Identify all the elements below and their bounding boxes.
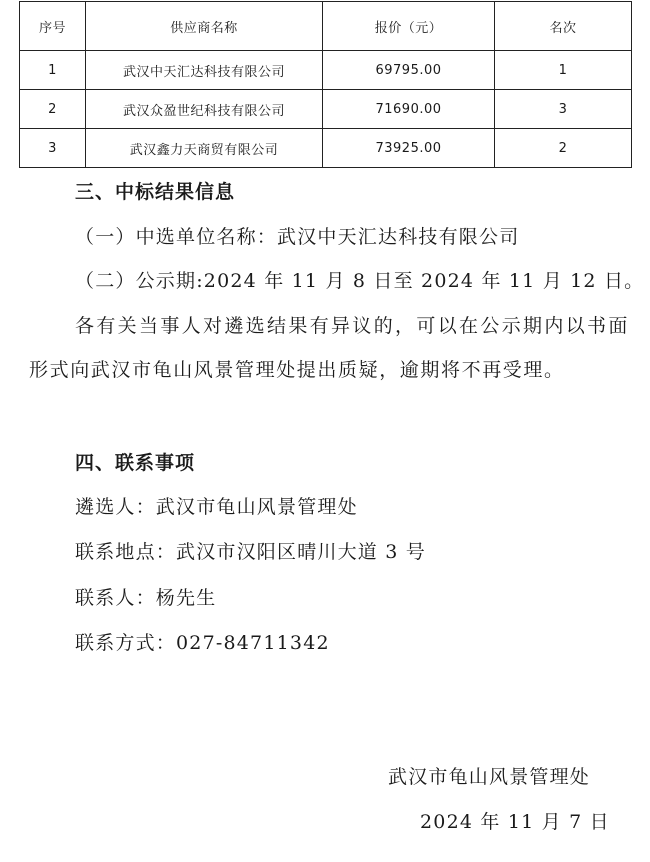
cell-supplier: 武汉众盈世纪科技有限公司 <box>86 90 323 129</box>
header-rank: 名次 <box>495 2 632 51</box>
contact-person-line: 联系人：杨先生 <box>75 587 217 609</box>
cell-rank: 2 <box>495 129 632 168</box>
cell-price: 71690.00 <box>323 90 495 129</box>
cell-index: 3 <box>20 129 86 168</box>
table-row <box>20 129 632 168</box>
selector-line: 遴选人：武汉市龟山风景管理处 <box>75 496 358 518</box>
cell-supplier: 武汉中天汇达科技有限公司 <box>86 51 323 90</box>
footer-organization: 武汉市龟山风景管理处 <box>388 766 591 788</box>
table-row <box>20 90 632 129</box>
cell-price: 73925.00 <box>323 129 495 168</box>
table-header-row <box>20 2 632 51</box>
address-line: 联系地点：武汉市汉阳区晴川大道 3 号 <box>75 541 426 563</box>
contact-method-line: 联系方式：027-84711342 <box>75 632 330 654</box>
header-price: 报价（元） <box>323 2 495 51</box>
cell-rank: 1 <box>495 51 632 90</box>
cell-rank: 3 <box>495 90 632 129</box>
section4-heading: 四、联系事项 <box>75 452 196 474</box>
cell-price: 69795.00 <box>323 51 495 90</box>
cell-index: 1 <box>20 51 86 90</box>
notice-period-line: （二）公示期:2024 年 11 月 8 日至 2024 年 11 月 12 日。 <box>75 270 645 292</box>
bid-results-table <box>19 1 632 168</box>
section3-heading: 三、中标结果信息 <box>75 181 236 203</box>
cell-index: 2 <box>20 90 86 129</box>
footer-date: 2024 年 11 月 7 日 <box>420 811 610 833</box>
table-row <box>20 51 632 90</box>
cell-supplier: 武汉鑫力天商贸有限公司 <box>86 129 323 168</box>
selected-unit-line: （一）中选单位名称：武汉中天汇达科技有限公司 <box>75 226 520 248</box>
header-index: 序号 <box>20 2 86 51</box>
objection-paragraph: 各有关当事人对遴选结果有异议的，可以在公示期内以书面形式向武汉市龟山风景管理处提出质疑，逾期将不再受理。 <box>29 315 629 381</box>
header-supplier: 供应商名称 <box>86 2 323 51</box>
